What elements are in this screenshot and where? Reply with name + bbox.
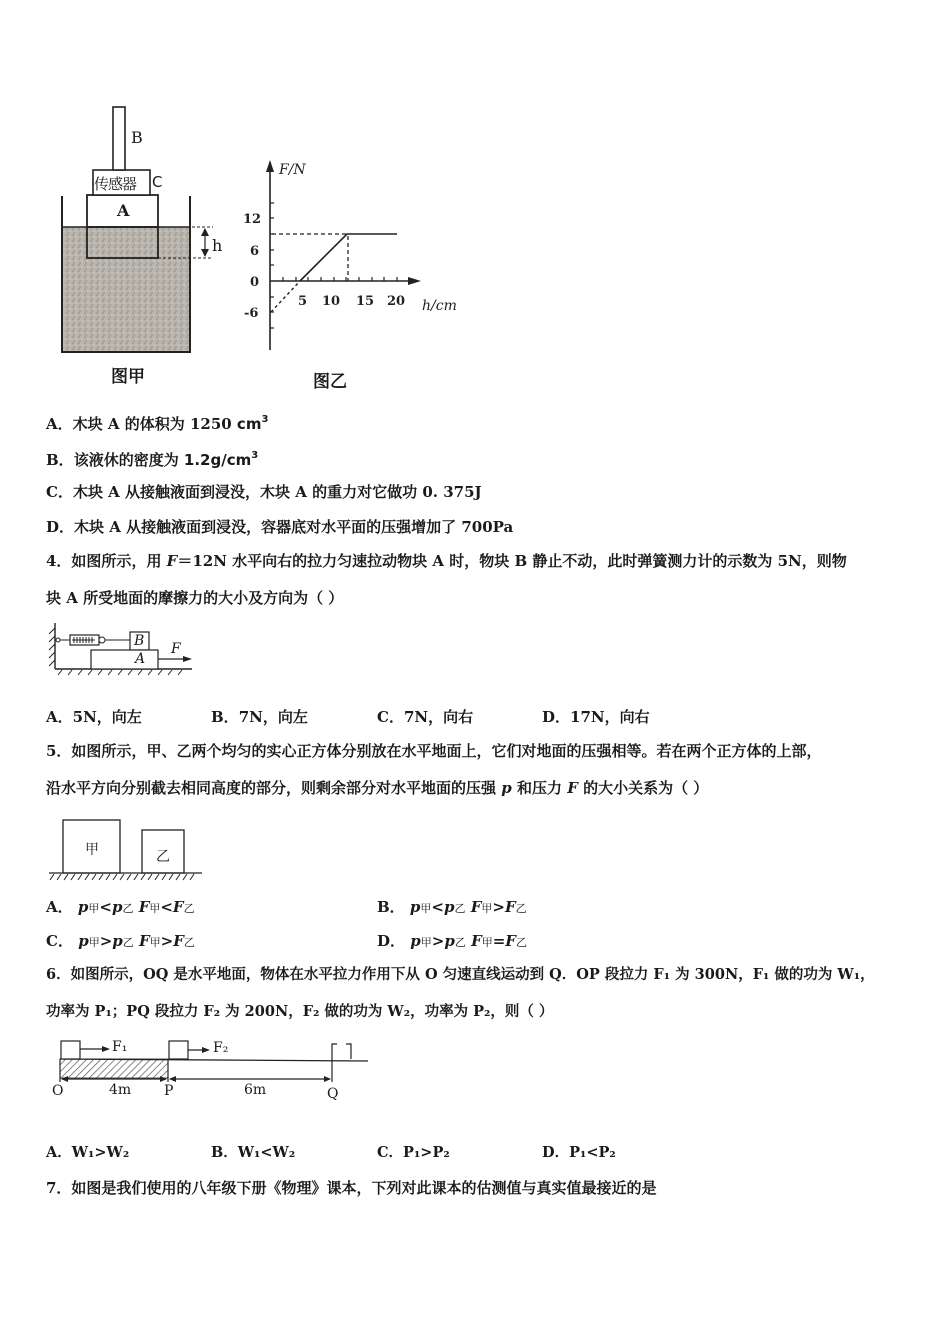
q6-label-p: P: [164, 1083, 174, 1099]
q4-block-a: [91, 650, 158, 669]
figure-yi-caption: 图乙: [313, 372, 347, 392]
svg-text:F/N: F/N: [279, 162, 306, 178]
q6-label-f2: F₂: [213, 1040, 229, 1056]
graph-dashed-extension: [271, 281, 300, 312]
q3-option-d[interactable]: D．木块 A 从接触液面到浸没，容器底对水平面的压强增加了 700Pa: [46, 518, 514, 536]
q4-figure-spring-blocks: [40, 615, 240, 685]
option-letter: A．: [46, 415, 73, 433]
label-sensor-c: C: [152, 173, 163, 191]
option-letter: C．: [46, 483, 73, 501]
force-f1-arrow-icon: [102, 1046, 110, 1052]
svg-text:0: 0: [250, 275, 260, 290]
block-at-o: [61, 1041, 80, 1059]
svg-text:-6: -6: [244, 306, 259, 321]
force-arrow-icon: [183, 656, 192, 662]
label-rod-b: B: [131, 128, 143, 147]
q6-option-a[interactable]: A．W₁>W₂: [46, 1144, 130, 1161]
q4-option-d[interactable]: D．17N，向右: [542, 708, 650, 726]
rod-b: [113, 107, 125, 170]
y-axis-arrow-icon: [266, 160, 274, 172]
label-block-a: A: [117, 201, 130, 220]
q4-option-a[interactable]: A．5N，向左: [46, 708, 142, 726]
liquid: [63, 227, 189, 352]
q5-figure-cubes: [40, 810, 220, 885]
option-letter: B．: [46, 451, 74, 469]
q6-option-d[interactable]: D．P₁<P₂: [542, 1144, 616, 1161]
q4-label-a: A: [135, 651, 146, 667]
svg-text:20: 20: [387, 294, 406, 309]
q6-option-b[interactable]: B．W₁<W₂: [211, 1144, 296, 1161]
q6-option-c[interactable]: C．P₁>P₂: [377, 1144, 450, 1161]
q4-stem-line1: 4．如图所示，用 F＝12N 水平向右的拉力匀速拉动物块 A 时，物块 B 静止不动，此时弹簧测力计的示数为 5N，则物: [46, 552, 847, 570]
q6-label-dist-op: 4m: [109, 1082, 132, 1098]
q7-stem-line1: 7．如图是我们使用的八年级下册《物理》课本，下列对此课本的估测值与真实值最接近的是: [46, 1179, 657, 1197]
q3-option-c[interactable]: C．木块 A 从接触液面到浸没，木块 A 的重力对它做功 0. 375J: [46, 483, 482, 501]
q3-option-b[interactable]: B．该液休的密度为 $1.2g/cm^3$: [46, 450, 259, 469]
q6-stem-line2: 功率为 P₁；PQ 段拉力 F₂ 为 200N，F₂ 做的功为 W₂，功率为 P₂，则（ ）: [46, 1003, 554, 1020]
q5-label-yi: 乙: [156, 849, 170, 865]
svg-text:10: 10: [322, 294, 341, 309]
figure-jia-caption: 图甲: [111, 367, 145, 387]
option-letter: D．: [46, 518, 75, 536]
q4-label-b: B: [134, 633, 145, 649]
q4-option-b[interactable]: B．7N，向左: [211, 708, 308, 726]
label-depth-h: h: [212, 236, 223, 255]
q6-label-q: Q: [327, 1086, 339, 1102]
q5-stem-line1: 5．如图所示，甲、乙两个均匀的实心正方体分别放在水平地面上，它们对地面的压强相等。若在两个正方体的上部，: [46, 742, 822, 760]
segment-op-rough: [60, 1059, 168, 1078]
label-sensor-text: 传感器: [94, 175, 137, 193]
q6-label-o: O: [52, 1083, 64, 1099]
q3-option-a[interactable]: A．木块 A 的体积为 1250 $cm^3$: [46, 414, 269, 433]
q5-option-b[interactable]: B． p甲<p乙 F甲>F乙: [377, 898, 527, 916]
svg-text:15: 15: [356, 294, 375, 309]
q5-option-a[interactable]: A． p甲<p乙 F甲<F乙: [46, 898, 195, 916]
q6-stem-line1: 6．如图所示，OQ 是水平地面，物体在水平拉力作用下从 O 匀速直线运动到 Q．OP 段拉力 F₁ 为 300N，F₁ 做的功为 W₁，: [46, 966, 875, 983]
q4-option-c[interactable]: C．7N，向右: [377, 708, 474, 726]
q5-stem-line2: 沿水平方向分别截去相同高度的部分，则剩余部分对水平地面的压强 p 和压力 F 的大小关系为（ ）: [46, 779, 709, 797]
q6-label-dist-pq: 6m: [244, 1082, 267, 1098]
svg-text:6: 6: [250, 244, 260, 259]
q5-option-d[interactable]: D． p甲>p乙 F甲=F乙: [377, 932, 527, 950]
svg-text:h/cm: h/cm: [422, 298, 457, 314]
force-f2-arrow-icon: [202, 1047, 210, 1053]
x-axis-arrow-icon: [408, 277, 421, 285]
block-at-q-dashed: [332, 1044, 351, 1059]
q6-label-f1: F₁: [112, 1039, 128, 1055]
q4-label-f: F: [171, 641, 181, 657]
q5-option-c[interactable]: C． p甲>p乙 F甲>F乙: [46, 932, 195, 950]
svg-text:5: 5: [298, 294, 308, 309]
q5-label-jia: 甲: [85, 842, 99, 858]
block-at-p: [169, 1041, 188, 1059]
figure-yi-graph: [230, 150, 470, 355]
svg-text:12: 12: [243, 212, 262, 227]
q4-stem-line2: 块 A 所受地面的摩擦力的大小及方向为（ ）: [46, 589, 344, 607]
